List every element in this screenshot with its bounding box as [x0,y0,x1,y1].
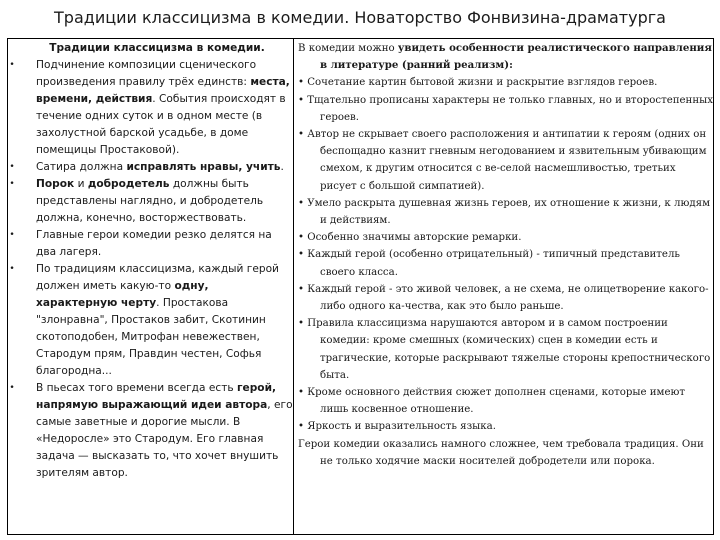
list-item-text: . Простакова "злонравна", Простаков забит, Скотинин скотоподобен, Митрофан невежествен, Стародум прям, Правдин честен, Софья благородна... [36,297,266,377]
right-intro [298,40,714,74]
list-item-text: По традициям классицизма, каждый герой должен иметь какую-то [36,263,279,292]
right-conclusion: Герои комедии оказались намного сложнее, чем требовала традиция. Они не только ходячие маски носителей добродетели или порока. [298,438,704,467]
list-item-text: и [74,178,88,190]
realism-bullet: • Тщательно прописаны характеры не только главных, но и второстепенных героев. [298,94,713,123]
list-item [7,380,293,482]
list-item-bold: Порок [36,178,75,190]
list-item-text: Подчинение композиции сценического произведения правилу трёх единств: [36,59,257,88]
classicism-traditions-list [7,57,293,482]
realism-bullet: • Яркость и выразительность языка. [298,421,496,433]
right-column [298,40,714,534]
list-item-text: Главные герои комедии резко делятся на два лагеря. [36,229,272,258]
list-item [7,57,293,159]
realism-bullet: • Кроме основного действия сюжет дополнен сценами, которые имеют лишь косвенное отношение. [298,387,685,416]
right-intro-text: В комедии можно [298,43,398,54]
realism-bullet: • Каждый герой (особенно отрицательный) - типичный представитель своего класса. [298,249,680,278]
list-item-bold: добродетель [87,178,170,190]
left-column-heading: Традиции классицизма в комедии. [49,42,265,54]
list-item [7,261,293,380]
realism-bullet: • Умело раскрыта душевная жизнь героев, их отношение к жизни, к людям и действиям. [298,197,711,227]
bullet-icon: • [9,60,15,70]
column-divider [293,38,294,534]
right-intro-bold: увидеть особенности реалистического направления в литературе (ранний реализм): [320,42,712,72]
list-item-text: . [280,161,284,173]
realism-bullet: • Каждый герой - это живой человек, а не схема, не олицетворение какого-либо одного ка-чества, как это было раньше. [298,283,709,313]
realism-bullet: • Правила классицизма нарушаются автором и в самом построении комедии: кроме смешных (комических) сцен в комедии есть и трагические, которые раскрывают тяжелые стороны крепостнического быта. [298,318,711,381]
list-item-bold: исправлять нравы, учить [126,161,281,173]
list-item-text: , его самые заветные и дорогие мысли. В «Недоросле» это Стародум. Его главная задача — высказать то, что хочет внушить зрителям автор. [36,399,293,479]
list-item [7,159,293,176]
list-item-bold: одну, характерную черту [36,280,209,309]
realism-bullet: • Автор не скрывает своего расположения и антипатии к героям (одних он беспощадно казнит гневным негодованием и язвительным убивающим смехом, к другим относится с ве-селой насмешливостью, третьих рисует с большой симпатией). [298,129,707,192]
bullet-icon: • [9,230,15,240]
list-item-text: Сатира должна [36,161,127,173]
list-item-text: . События происходят в течение одних суток и в одном месте (в захолустной барской усадьбе, в доме помещицы Простаковой). [36,93,286,156]
realism-bullet: • Сочетание картин бытовой жизни и раскрытие взглядов героев. [298,77,658,89]
list-item-text: должны быть представлены наглядно, и добродетель должна, конечно, восторжествовать. [36,178,264,224]
realism-bullet: • Особенно значимы авторские ремарки. [298,232,522,244]
bullet-icon: • [9,264,15,274]
bullet-icon: • [9,383,15,393]
list-item-text: В пьесах того времени всегда есть [36,382,237,394]
bullet-icon: • [9,162,15,172]
list-item [7,176,293,227]
list-item [7,227,293,261]
bullet-icon: • [9,179,15,189]
list-item-bold: места, времени, действия [36,76,290,105]
slide-title: Традиции классицизма в комедии. Новаторство Фонвизина-драматурга [54,8,666,27]
list-item-bold: герой, напрямую выражающий идеи автора [36,382,277,411]
left-column [7,40,293,534]
